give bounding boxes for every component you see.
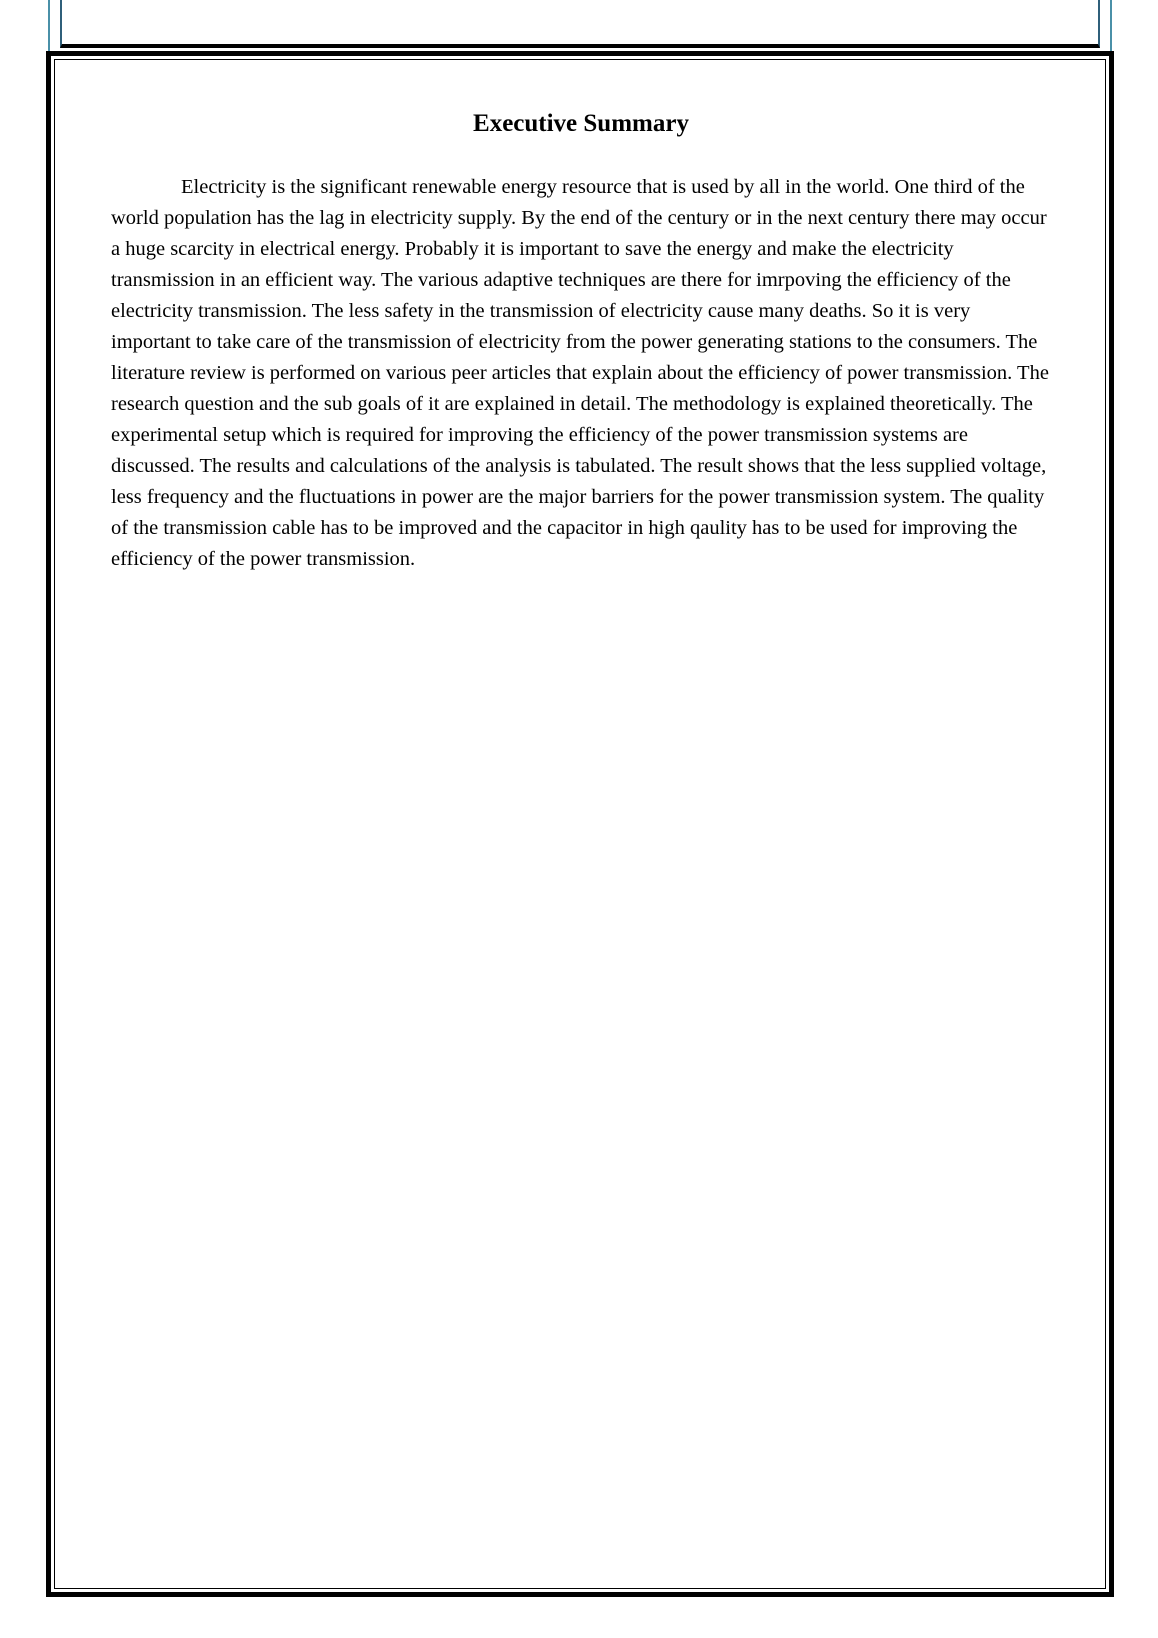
section-title: Executive Summary bbox=[473, 110, 689, 137]
previous-page-border-inner bbox=[60, 0, 1100, 48]
summary-paragraph: Electricity is the significant renewable energy resource that is used by all in the world. One third of the world population has the lag in electricity supply. By the end of the century or in the next century there may occur a huge scarcity in electrical energy. Probably it is important to save the energy and make the electricity transmission in an efficient way. The various adaptive techniques are there for imrpoving the efficiency of the electricity transmission. The less safety in the transmission of electricity cause many deaths. So it is very important to take care of the transmission of electricity from the power generating stations to the consumers. The literature review is performed on various peer articles that explain about the efficiency of power transmission. The research question and the sub goals of it are explained in detail. The methodology is explained theoretically. The experimental setup which is required for improving the efficiency of the power transmission systems are discussed. The results and calculations of the analysis is tabulated. The result shows that the less supplied voltage, less frequency and the fluctuations in power are the major barriers for the power transmission system. The quality of the transmission cable has to be improved and the capacitor in high qaulity has to be used for improving the efficiency of the power transmission. bbox=[111, 176, 1049, 570]
page-content bbox=[111, 108, 1055, 575]
